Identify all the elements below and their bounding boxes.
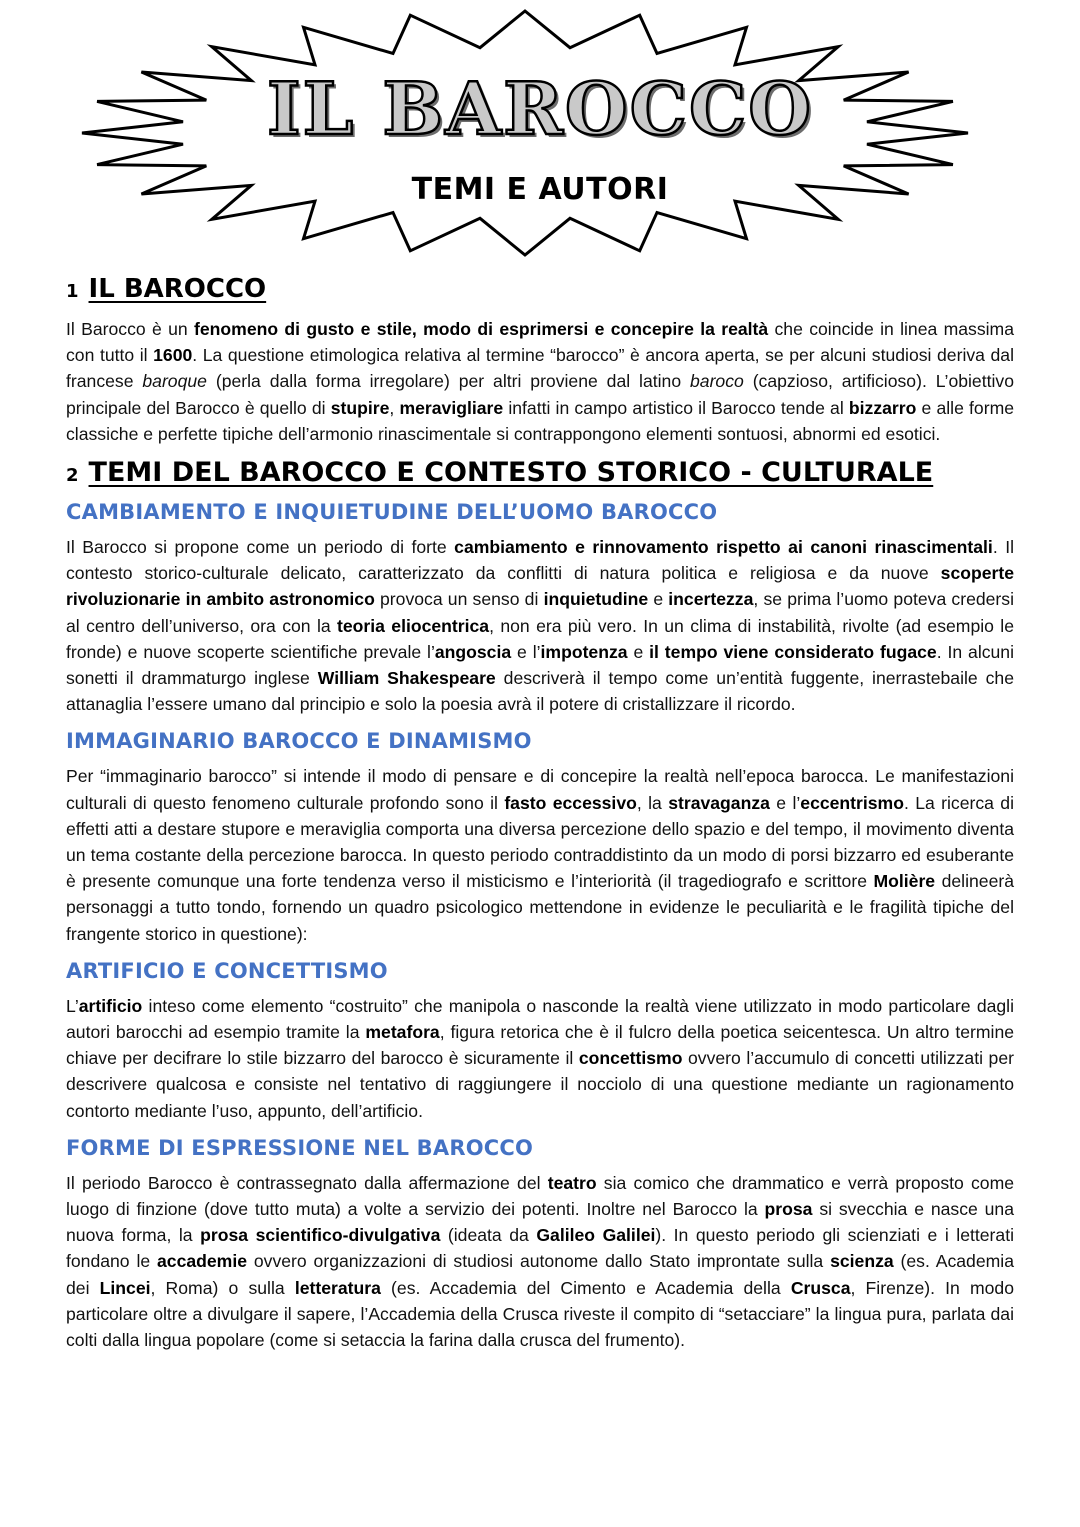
subsection-paragraph-artificio: L’artificio inteso come elemento “costruito” che manipola o nasconde la realtà viene utilizzato in modo particolare dagli autori barocchi ad esempio tramite la metafora, figura retorica che è il fulcro della poetica seicentesca. Un altro termine chiave per decifrare lo stile bizzarro del barocco è sicuramente il concettismo ovvero l’accumulo di concetti utilizzati per descrivere qualcosa e consiste nel tentativo di raggiungere il nocciolo di una questione mediante un ragionamento contorto mediante l’uso, appunto, dell’artificio. bbox=[66, 995, 1015, 1121]
section-title: TEMI DEL BAROCCO E CONTESTO STORICO - CULTURALE bbox=[88, 457, 934, 489]
section-1-paragraph: Il Barocco è un fenomeno di gusto e stile, modo di esprimersi e concepire la realtà che coincide in linea massima con tutto il 1600. La questione etimologica relativa al termine “barocco” è ancora aperta, se per alcuni studiosi deriva dal francese baroque (perla dalla forma irregolare) per altri proviene dal latino baroco (capzioso, artificioso). L’obiettivo principale del Barocco è quello di stupire, meravigliare infatti in campo artistico il Barocco tende al bizzarro e alle forme classiche e perfette tipiche dell’armonio rinascimentale si contrappongono elementi sontuosi, abnormi ed esotici. bbox=[66, 319, 1015, 444]
section-number: 2 bbox=[66, 465, 79, 487]
document-body bbox=[66, 270, 1014, 1353]
subsection-heading-forme: FORME DI ESPRESSIONE NEL BAROCCO bbox=[66, 1135, 534, 1160]
main-title: IL BAROCCO bbox=[267, 66, 813, 151]
subtitle: TEMI E AUTORI bbox=[411, 172, 669, 207]
subsection-heading-cambiamento: CAMBIAMENTO E INQUIETUDINE DELL’UOMO BAROCCO bbox=[66, 500, 718, 525]
subsection-paragraph-forme: Il periodo Barocco è contrassegnato dalla affermazione del teatro sia comico che drammatico e verrà proposto come luogo di finzione (dove tutto muta) a volte a servizio dei potenti. Inoltre nel Barocco la prosa si svecchia e nasce una nuova forma, la prosa scientifico-divulgativa (ideata da Galileo Galilei). In questo periodo gli scienziati e i letterati fondano le accademie ovvero organizzazioni di studiosi autonome dallo Stato improntate sulla scienza (es. Academia dei Lincei, Roma) o sulla letteratura (es. Accademia del Cimento e Academia della Crusca, Firenze). In modo particolare oltre a divulgare il sapere, l’Accademia della Crusca riveste il compito di “setacciare” la lingua pura, parlata dai colti dalla lingua popolare (come si setaccia la farina dalla crusca del frumento). bbox=[66, 1172, 1015, 1351]
section-title: IL BAROCCO bbox=[88, 274, 267, 304]
subsection-paragraph-immaginario: Per “immaginario barocco” si intende il modo di pensare e di concepire la realtà nell’epoca barocca. Le manifestazioni culturali di questo fenomeno culturale profondo sono il fasto eccessivo, la stravaganza e l’eccentrismo. La ricerca di effetti atti a destare stupore e meraviglia comporta una diversa percezione dello spazio e del tempo, il movimento diventa un tema costante della percezione barocca. In questo periodo contraddistinto da un modo di porsi bizzarro ed esuberante è presente comunque una forte tendenza verso il misticismo e l’interiorità (il tragediografo e scrittore Molière delineerà personaggi a tutto tondo, fornendo un quadro psicologico mettendone in evidenze le peculiarità e le fragilità tipiche del frangente storico in questione): bbox=[66, 766, 1014, 944]
subsection-heading-artificio: ARTIFICIO E CONCETTISMO bbox=[66, 958, 388, 983]
section-number: 1 bbox=[66, 281, 79, 302]
subsection-paragraph-cambiamento: Il Barocco si propone come un periodo di forte cambiamento e rinnovamento rispetto ai canoni rinascimentali. Il contesto storico-culturale delicato, caratterizzato da conflitti di natura politica e religiosa e da nuove scoperte rivoluzionarie in ambito astronomico provoca un senso di inquietudine e incertezza, se prima l’uomo poteva credersi al centro dell’universo, ora con la teoria eliocentrica, non era più vero. In un clima di instabilità, rivolte (ad esempio le fronde) e nuove scoperte scientifiche prevale l’angoscia e l’impotenza e il tempo viene considerato fugace. In alcuni sonetti il drammaturgo inglese William Shakespeare descriverà il tempo come un’entità fuggente, inerrastebaile che attanaglia l’essere umano dal principio e solo la poesia avrà il potere di cristallizzare il ricordo. bbox=[66, 537, 1015, 715]
section-2-heading bbox=[66, 457, 1014, 488]
section-1-heading bbox=[66, 274, 1014, 304]
subsection-heading-immaginario: IMMAGINARIO BAROCCO E DINAMISMO bbox=[66, 729, 532, 754]
